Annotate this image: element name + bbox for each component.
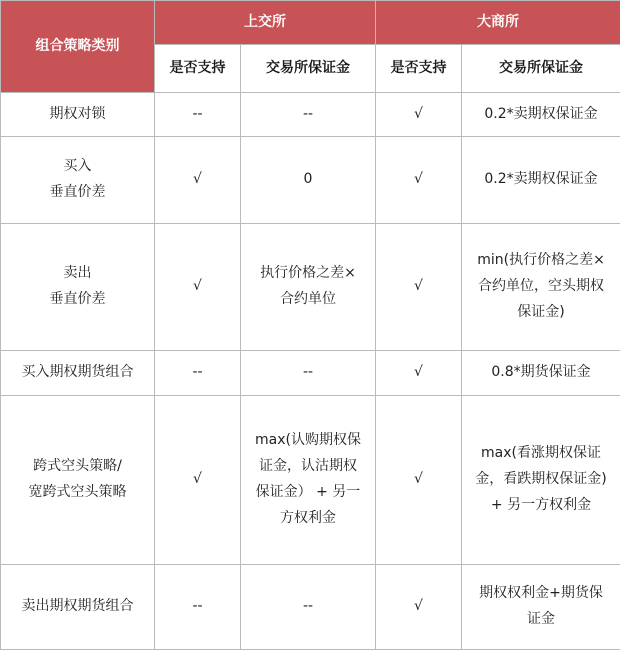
dce-margin-line: + 另一方权利金 xyxy=(468,493,614,519)
dce-support-cell: √ xyxy=(376,93,462,137)
dce-margin-cell xyxy=(462,137,620,224)
sse-support-cell: -- xyxy=(155,93,241,137)
table-row xyxy=(1,396,620,565)
category-cell xyxy=(1,93,155,137)
category-cell xyxy=(1,224,155,351)
header-dce-margin: 交易所保证金 xyxy=(462,45,620,93)
sse-margin-line: 保证金） + 另一 xyxy=(247,480,369,506)
sse-margin-cell xyxy=(241,351,376,396)
category-line: 卖出 xyxy=(7,261,148,287)
header-row-exchanges xyxy=(1,1,620,45)
sse-support-cell: -- xyxy=(155,565,241,650)
sse-margin-cell xyxy=(241,224,376,351)
category-line: 买入期权期货组合 xyxy=(7,360,148,386)
category-cell xyxy=(1,565,155,650)
sse-margin-cell xyxy=(241,396,376,565)
table-row xyxy=(1,224,620,351)
dce-margin-line: 期权权利金+期货保 xyxy=(468,581,614,607)
category-line: 垂直价差 xyxy=(7,287,148,313)
sse-margin-cell xyxy=(241,137,376,224)
dce-margin-line: 证金 xyxy=(468,607,614,633)
category-cell xyxy=(1,351,155,396)
sse-support-cell: √ xyxy=(155,137,241,224)
sse-margin-line: 方权利金 xyxy=(247,506,369,532)
category-cell xyxy=(1,137,155,224)
sse-margin-line: 合约单位 xyxy=(247,287,369,313)
dce-margin-cell xyxy=(462,93,620,137)
header-exchange-sse: 上交所 xyxy=(155,1,376,45)
header-sse-margin: 交易所保证金 xyxy=(241,45,376,93)
sse-margin-line: -- xyxy=(247,594,369,620)
dce-margin-line: 保证金) xyxy=(468,300,614,326)
dce-support-cell: √ xyxy=(376,396,462,565)
dce-support-cell: √ xyxy=(376,137,462,224)
sse-margin-cell xyxy=(241,93,376,137)
category-line: 卖出期权期货组合 xyxy=(7,594,148,620)
category-line: 宽跨式空头策略 xyxy=(7,480,148,506)
dce-margin-line: min(执行价格之差× xyxy=(468,248,614,274)
sse-margin-line: 证金，认沽期权 xyxy=(247,454,369,480)
header-sse-support: 是否支持 xyxy=(155,45,241,93)
header-corner: 组合策略类别 xyxy=(1,1,155,93)
category-line: 垂直价差 xyxy=(7,180,148,206)
sse-margin-line: max(认购期权保 xyxy=(247,428,369,454)
category-line: 期权对锁 xyxy=(7,102,148,128)
sse-margin-line: 执行价格之差× xyxy=(247,261,369,287)
table-row xyxy=(1,565,620,650)
dce-support-cell: √ xyxy=(376,224,462,351)
dce-margin-cell xyxy=(462,351,620,396)
category-line: 买入 xyxy=(7,154,148,180)
category-cell xyxy=(1,396,155,565)
sse-margin-cell xyxy=(241,565,376,650)
dce-margin-cell xyxy=(462,224,620,351)
category-line: 跨式空头策略/ xyxy=(7,454,148,480)
sse-support-cell: √ xyxy=(155,396,241,565)
table-row xyxy=(1,93,620,137)
dce-support-cell: √ xyxy=(376,565,462,650)
sse-margin-line: -- xyxy=(247,102,369,128)
header-dce-support: 是否支持 xyxy=(376,45,462,93)
table-row xyxy=(1,137,620,224)
dce-margin-line: max(看涨期权保证 xyxy=(468,441,614,467)
dce-support-cell: √ xyxy=(376,351,462,396)
sse-support-cell: -- xyxy=(155,351,241,396)
table-row xyxy=(1,351,620,396)
dce-margin-cell xyxy=(462,565,620,650)
sse-margin-line: -- xyxy=(247,360,369,386)
dce-margin-line: 合约单位，空头期权 xyxy=(468,274,614,300)
dce-margin-line: 0.2*卖期权保证金 xyxy=(468,102,614,128)
sse-support-cell: √ xyxy=(155,224,241,351)
header-exchange-dce: 大商所 xyxy=(376,1,620,45)
dce-margin-line: 0.2*卖期权保证金 xyxy=(468,167,614,193)
dce-margin-line: 0.8*期货保证金 xyxy=(468,360,614,386)
dce-margin-line: 金，看跌期权保证金) xyxy=(468,467,614,493)
dce-margin-cell xyxy=(462,396,620,565)
sse-margin-line: 0 xyxy=(247,167,369,193)
